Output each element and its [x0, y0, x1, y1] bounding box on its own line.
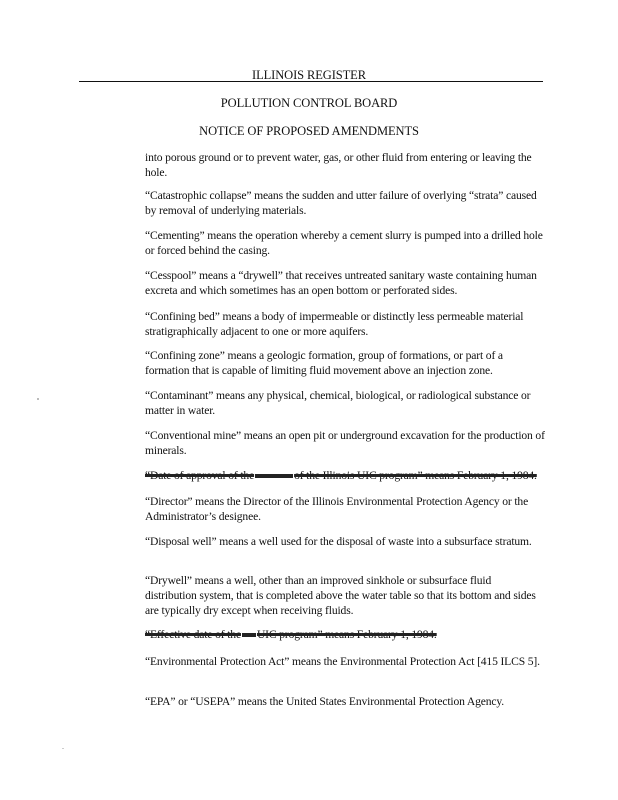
definition-date-of-approval-struck: [145, 468, 545, 483]
definition-disposal-well: “Disposal well” means a well used for the disposal of waste into a subsurface stratum.: [145, 535, 532, 548]
struck-text-part-b: UIC program” means February 1, 1984.: [256, 628, 437, 641]
struck-text-part-a: “Date of approval of the: [145, 469, 255, 482]
definition-contaminant: “Contaminant” means any physical, chemical, biological, or radiological substance or matter in water.: [145, 389, 531, 417]
definition-cesspool: “Cesspool” means a “drywell” that receives untreated sanitary waste containing human excreta and which sometimes has an open bottom or perforated sides.: [145, 269, 537, 297]
definition-epa: “EPA” or “USEPA” means the United States Environmental Protection Agency.: [145, 695, 505, 708]
redaction-bar: [242, 633, 256, 637]
struck-text-part-a: “Effective date of the: [145, 628, 241, 641]
scan-speck: [62, 748, 64, 749]
notice-title: NOTICE OF PROPOSED AMENDMENTS: [199, 124, 419, 138]
scan-speck: [37, 398, 39, 400]
definition-cementing: “Cementing” means the operation whereby a cement slurry is pumped into a drilled hole or forced behind the casing.: [145, 229, 543, 257]
definition-conventional-mine: “Conventional mine” means an open pit or underground excavation for the production of minerals.: [145, 429, 545, 457]
definition-paragraph: into porous ground or to prevent water, gas, or other fluid from entering or leaving the hole.: [145, 151, 532, 179]
definition-confining-bed: “Confining bed” means a body of impermeable or distinctly less permeable material stratigraphically adjacent to one or more aquifers.: [145, 310, 524, 338]
definition-drywell: “Drywell” means a well, other than an improved sinkhole or subsurface fluid distribution system, that is completed above the water table so that its bottom and sides are typically dry except when receiving fluids.: [145, 574, 536, 617]
definition-effective-date-struck: [145, 627, 545, 642]
definition-director: “Director” means the Director of the Illinois Environmental Protection Agency or the Administrator’s designee.: [145, 495, 529, 523]
board-title: POLLUTION CONTROL BOARD: [220, 96, 398, 110]
redaction-bar: [255, 474, 293, 478]
register-title: ILLINOIS REGISTER: [252, 68, 366, 82]
definition-environmental-protection-act: “Environmental Protection Act” means the Environmental Protection Act [415 ILCS 5].: [145, 655, 540, 668]
definition-catastrophic-collapse: “Catastrophic collapse” means the sudden and utter failure of overlying “strata” caused by removal of underlying materials.: [145, 189, 537, 217]
definition-confining-zone: “Confining zone” means a geologic formation, group of formations, or part of a formation that is capable of limiting fluid movement above an injection zone.: [145, 349, 503, 377]
struck-text-part-b: of the Illinois UIC program” means February 1, 1984.: [294, 469, 537, 482]
